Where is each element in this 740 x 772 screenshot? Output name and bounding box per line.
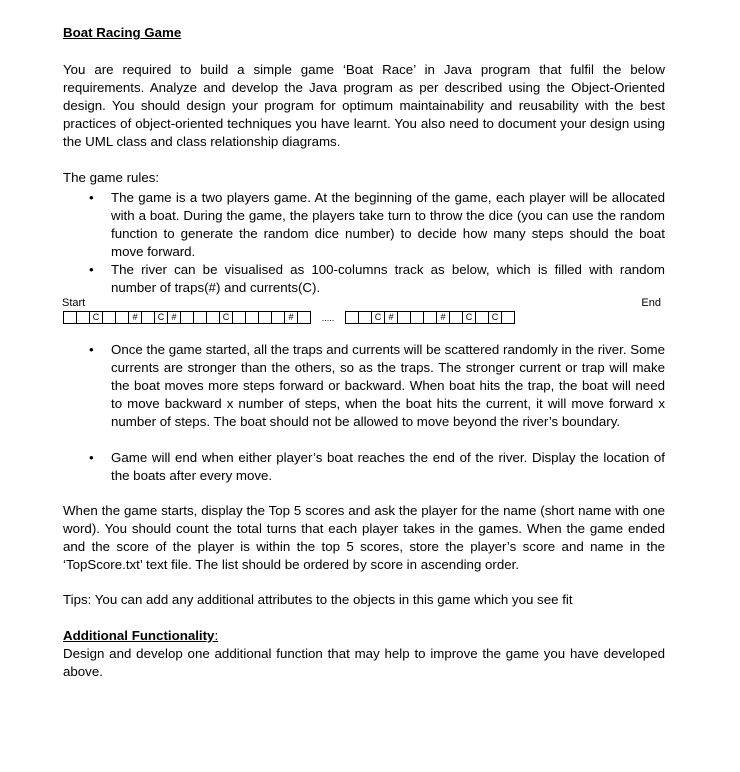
track-cell: C (462, 311, 475, 324)
track-cell (358, 311, 371, 324)
track-cell (345, 311, 358, 324)
bullet-icon: • (89, 190, 94, 205)
track-cell (271, 311, 284, 324)
track-segment-a (63, 311, 311, 323)
rules-list-continued (63, 341, 665, 485)
track-cell (63, 311, 76, 324)
additional-functionality-heading (63, 627, 665, 645)
river-track (63, 311, 521, 323)
track-cell (449, 311, 462, 324)
track-cell (102, 311, 115, 324)
track-cell (258, 311, 271, 324)
track-segment-b (345, 311, 515, 323)
additional-title: Additional Functionality (63, 628, 215, 643)
track-cell (115, 311, 128, 324)
track-cell: C (219, 311, 232, 324)
rule-item (63, 261, 665, 297)
tips-text: Tips: You can add any additional attributes to the objects in this game which you see fit (63, 592, 573, 607)
track-cell (397, 311, 410, 324)
rule-text: Game will end when either player’s boat reaches the end of the river. Display the location of the boats after every move. (111, 450, 665, 483)
bullet-icon: • (89, 262, 94, 277)
track-start-label: Start (62, 297, 86, 309)
rules-list (63, 189, 665, 297)
track-cell (76, 311, 89, 324)
track-cell (232, 311, 245, 324)
track-cell (297, 311, 311, 324)
bullet-icon: • (89, 342, 94, 357)
track-cell (193, 311, 206, 324)
track-cell (501, 311, 515, 324)
intro-paragraph: You are required to build a simple game ‘Boat Race’ in Java program that fulfil the below requirements. Analyze and develop the Java program as per described using the Object-Oriented design. You should design your program for optimum maintainability and reusability with the best practices of object-oriented techniques you have learnt. You also need to document your design using the UML class and class relationship diagrams. (63, 62, 665, 149)
top-scores-paragraph: When the game starts, display the Top 5 scores and ask the player for the name (short name with one word). You should count the total turns that each player takes in the games. When the game ended and the score of the player is within the top 5 scores, store the player’s score and name in the ‘TopScore.txt’ text file. The list should be ordered by score in ascending order. (63, 503, 665, 572)
track-cell: # (284, 311, 297, 324)
rule-item (63, 189, 665, 261)
track-cell (475, 311, 488, 324)
track-cell (180, 311, 193, 324)
track-cell: # (167, 311, 180, 324)
rule-item (63, 449, 665, 485)
additional-paragraph: Design and develop one additional function that may help to improve the game you have developed above. (63, 646, 665, 679)
track-cell: # (128, 311, 141, 324)
rule-text: The game is a two players game. At the beginning of the game, each player will be allocated with a boat. During the game, the players take turn to throw the dice (you can use the random function to generate the random dice number) to decide how many steps should the boat move forward. (111, 190, 665, 259)
track-cell (141, 311, 154, 324)
track-cell: C (488, 311, 501, 324)
track-cell: # (384, 311, 397, 324)
track-cell (423, 311, 436, 324)
track-ellipsis: ..... (321, 313, 335, 323)
additional-colon: : (214, 628, 219, 643)
rule-text: The river can be visualised as 100-columns track as below, which is filled with random number of traps(#) and currents(C). (111, 262, 665, 295)
rule-text: Once the game started, all the traps and currents will be scattered randomly in the river. Some currents are stronger than the others, so as the traps. The stronger current or trap will make the boat moves more steps forward or backward. When boat hits the trap, the boat will need to move backward x number of steps, when the boat hits the current, it will move forward x number of steps. The boat should not be allowed to move beyond the river’s boundary. (111, 342, 665, 429)
river-track-diagram (63, 297, 665, 327)
track-cell: C (89, 311, 102, 324)
track-end-label: End (641, 297, 661, 309)
document-title: Boat Racing Game (63, 25, 182, 40)
track-cell (245, 311, 258, 324)
bullet-icon: • (89, 450, 94, 465)
track-cell (206, 311, 219, 324)
rule-item (63, 341, 665, 431)
track-cell: C (154, 311, 167, 324)
track-cell (410, 311, 423, 324)
track-cell: C (371, 311, 384, 324)
track-cell: # (436, 311, 449, 324)
rules-label: The game rules: (63, 170, 160, 185)
document-page (63, 24, 665, 681)
